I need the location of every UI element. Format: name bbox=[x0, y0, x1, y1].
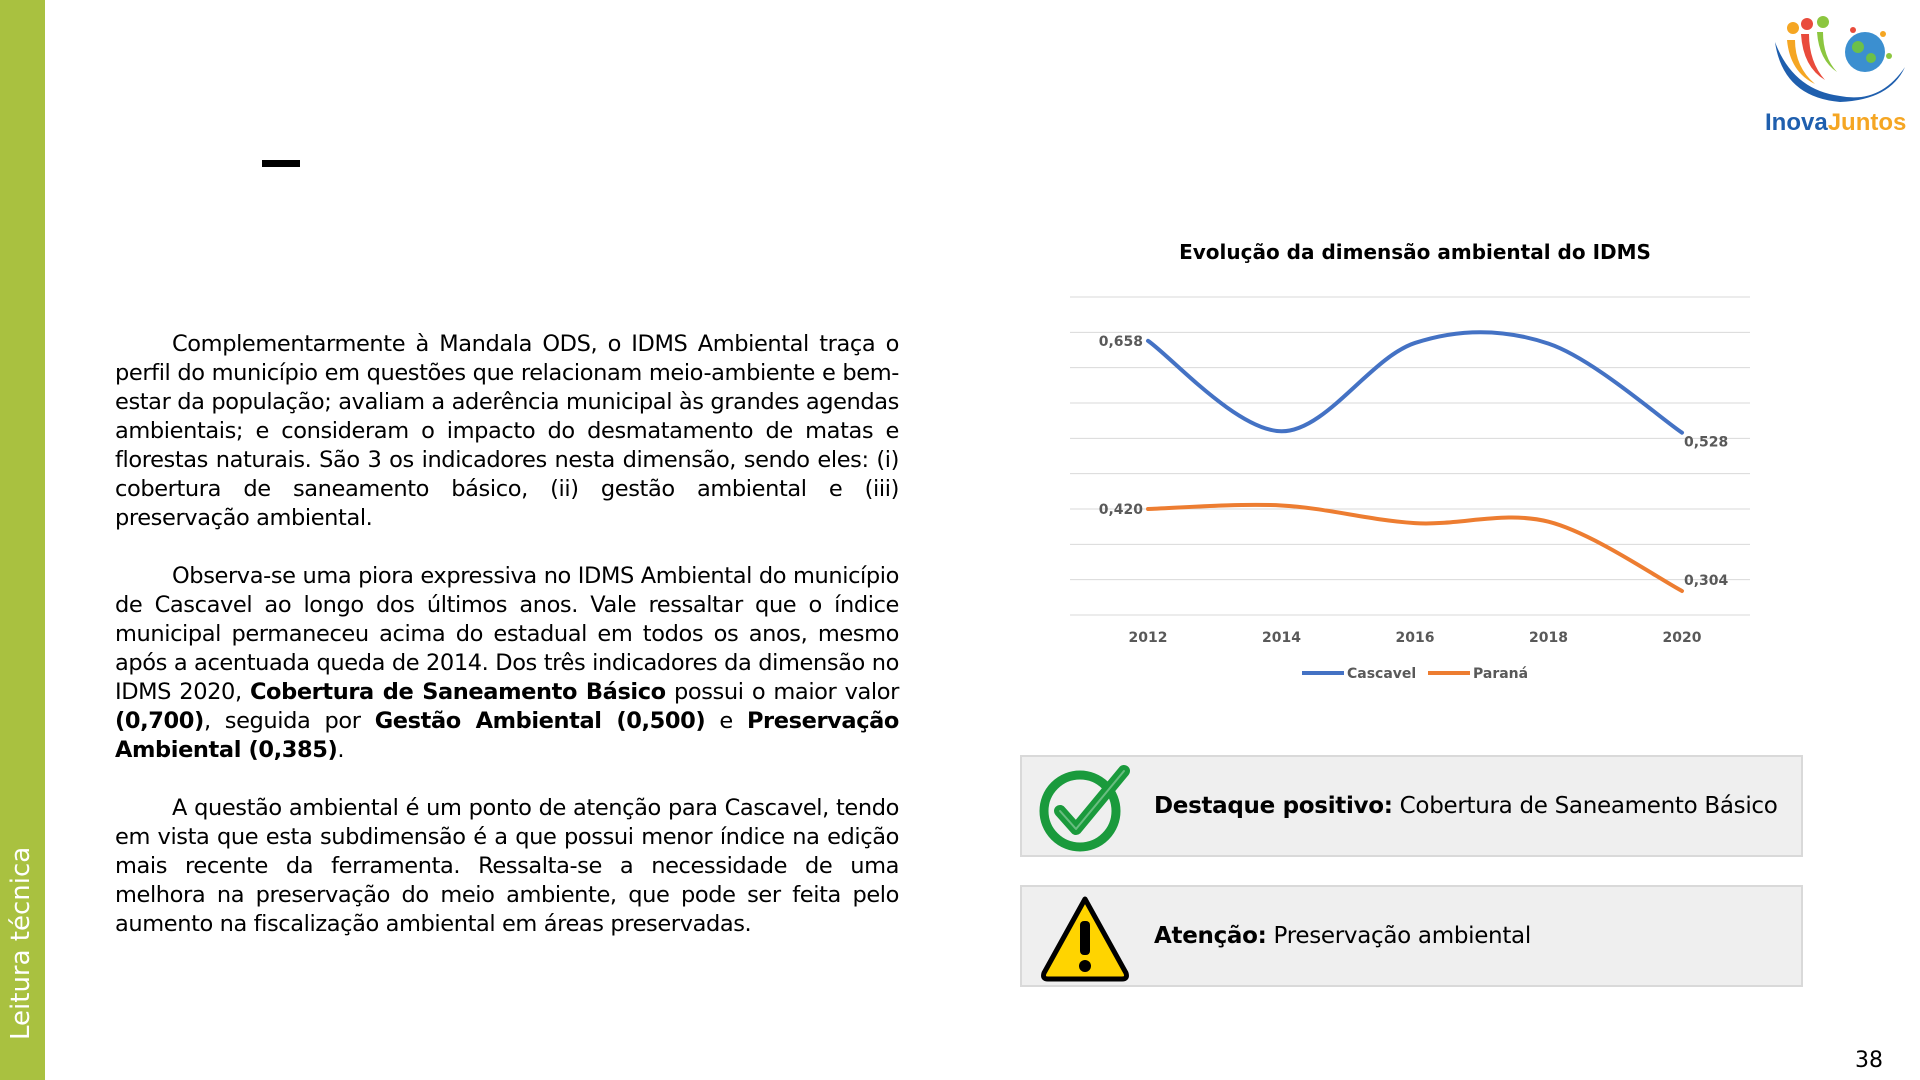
positive-callout-label: Destaque positivo: bbox=[1154, 793, 1393, 819]
data-label: 0,304 bbox=[1684, 572, 1729, 589]
data-label: 0,658 bbox=[1098, 333, 1143, 350]
positive-callout bbox=[1020, 755, 1803, 857]
highlight-saneamento: Cobertura de Saneamento Básico bbox=[249, 679, 666, 705]
line-chart bbox=[1060, 285, 1780, 705]
attention-callout bbox=[1020, 885, 1803, 987]
x-tick-label: 2014 bbox=[1262, 630, 1301, 646]
sidebar-label-wrap bbox=[8, 820, 38, 1040]
x-tick-label: 2018 bbox=[1529, 630, 1568, 646]
legend-label: Paraná bbox=[1473, 666, 1529, 682]
sidebar-label: Leitura técnica bbox=[6, 846, 36, 1040]
attention-callout-label: Atenção: bbox=[1154, 923, 1267, 949]
positive-callout-value: Cobertura de Saneamento Básico bbox=[1399, 793, 1778, 819]
warning-icon bbox=[1038, 893, 1132, 983]
body-text bbox=[115, 330, 899, 968]
positive-callout-text bbox=[1154, 757, 1778, 855]
series-line-cascavel bbox=[1148, 332, 1682, 432]
page-number: 38 bbox=[1855, 1048, 1883, 1073]
series-line-paraná bbox=[1148, 505, 1682, 591]
highlight-preservacao: Preservação Ambiental (0,385) bbox=[115, 708, 899, 763]
paragraph-1: Complementarmente à Mandala ODS, o IDMS Ambiental traça o perfil do município em questões que relacionam meio-ambiente e bem-estar da população; avaliam a aderência municipal às grandes agendas ambientais; e consideram o impacto do desmatamento de matas e florestas naturais. São 3 os indicadores nesta dimensão, sendo eles: (i) cobertura de saneamento básico, (ii) gestão ambiental e (iii) preservação ambiental. bbox=[115, 331, 899, 531]
attention-callout-text bbox=[1154, 887, 1531, 985]
x-tick-label: 2016 bbox=[1395, 630, 1435, 646]
title-dash bbox=[262, 160, 300, 167]
check-icon bbox=[1038, 763, 1132, 853]
svg-text:InovaJuntos bbox=[1765, 109, 1906, 136]
logo-text-juntos: Juntos bbox=[1827, 109, 1907, 136]
data-label: 0,420 bbox=[1098, 502, 1143, 518]
logo-text-inova: Inova bbox=[1765, 109, 1828, 136]
paragraph-3: A questão ambiental é um ponto de atenção para Cascavel, tendo em vista que esta subdimensão é a que possui menor índice na edição mais recente da ferramenta. Ressalta-se a necessidade de uma melhora na preservação do meio ambiente, que pode ser feita pelo aumento na fiscalização ambiental em áreas preservadas. bbox=[115, 795, 899, 937]
highlight-value-700: (0,700) bbox=[115, 708, 204, 734]
legend-label: Cascavel bbox=[1347, 666, 1417, 682]
paragraph-2: Observa-se uma piora expressiva no IDMS Ambiental do município de Cascavel ao longo dos últimos anos. Vale ressaltar que o índice municipal permaneceu acima do estadual em todos os anos, mesmo após a acentuada queda de 2014. Dos três indicadores da dimensão no IDMS 2020, Cobertura de Saneamento Básico possui o maior valor (0,700), seguida por Gestão Ambiental (0,500) e Preservação Ambiental (0,385). bbox=[115, 563, 899, 763]
chart-title: Evolução da dimensão ambiental do IDMS bbox=[1179, 240, 1651, 264]
data-label: 0,528 bbox=[1684, 434, 1729, 451]
x-tick-label: 2020 bbox=[1662, 630, 1702, 646]
attention-callout-value: Preservação ambiental bbox=[1273, 923, 1531, 949]
sidebar bbox=[0, 0, 45, 1080]
x-tick-label: 2012 bbox=[1128, 630, 1168, 646]
highlight-gestao: Gestão Ambiental (0,500) bbox=[374, 708, 706, 734]
inovajuntos-logo bbox=[1765, 12, 1915, 137]
